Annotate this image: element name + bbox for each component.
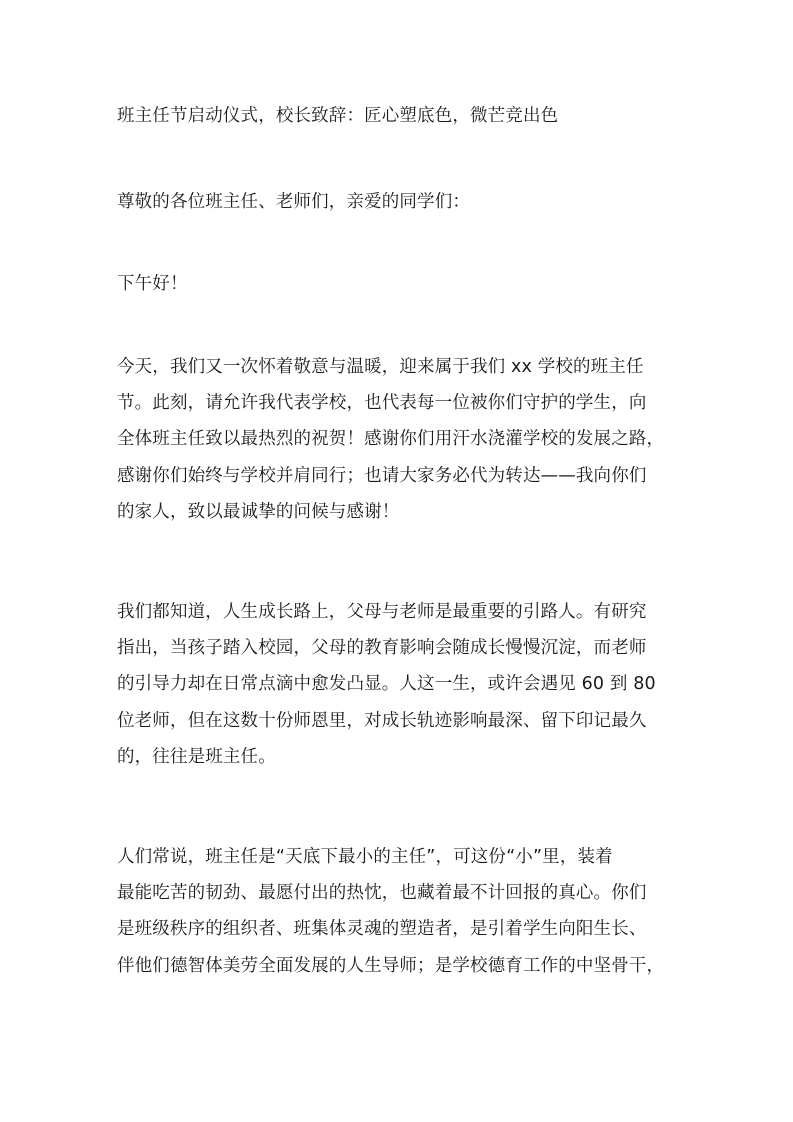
document-title: 班主任节启动仪式，校长致辞：匠心塑底色，微芒竞出色 xyxy=(117,106,559,126)
paragraph-line: 今天，我们又一次怀着敬意与温暖，迎来属于我们 xx 学校的班主任 xyxy=(117,357,644,377)
paragraph-line: 感谢你们始终与学校并肩同行；也请大家务必代为转达——我向你们 xyxy=(117,466,647,486)
paragraph-line: 的家人，致以最诚挚的问候与感谢！ xyxy=(117,502,400,522)
paragraph-line: 的，往往是班主任。 xyxy=(117,747,276,767)
paragraph-line: 伴他们德智体美劳全面发展的人生导师；是学校德育工作的中坚骨干， xyxy=(117,956,665,976)
paragraph-line: 是班级秩序的组织者、班集体灵魂的塑造者，是引着学生向阳生长、 xyxy=(117,919,647,939)
greeting: 下午好！ xyxy=(117,274,188,294)
salutation: 尊敬的各位班主任、老师们，亲爱的同学们： xyxy=(117,192,470,212)
paragraph-line: 人们常说，班主任是“天底下最小的主任”，可这份“小”里，装着 xyxy=(117,847,613,867)
paragraph-line: 我们都知道，人生成长路上，父母与老师是最重要的引路人。有研究 xyxy=(117,602,647,622)
paragraph-line: 指出，当孩子踏入校园，父母的教育影响会随成长慢慢沉淀，而老师 xyxy=(117,638,647,658)
paragraph-line: 位老师，但在这数十份师恩里，对成长轨迹影响最深、留下印记最久 xyxy=(117,711,647,731)
paragraph-line: 全体班主任致以最热烈的祝贺！感谢你们用汗水浇灌学校的发展之路， xyxy=(117,429,665,449)
paragraph-line: 最能吃苦的韧劲、最愿付出的热忱，也藏着最不计回报的真心。你们 xyxy=(117,883,647,903)
paragraph-line: 节。此刻，请允许我代表学校，也代表每一位被你们守护的学生，向 xyxy=(117,393,647,413)
paragraph-line: 的引导力却在日常点滴中愈发凸显。人这一生，或许会遇见 60 到 80 xyxy=(117,674,656,694)
